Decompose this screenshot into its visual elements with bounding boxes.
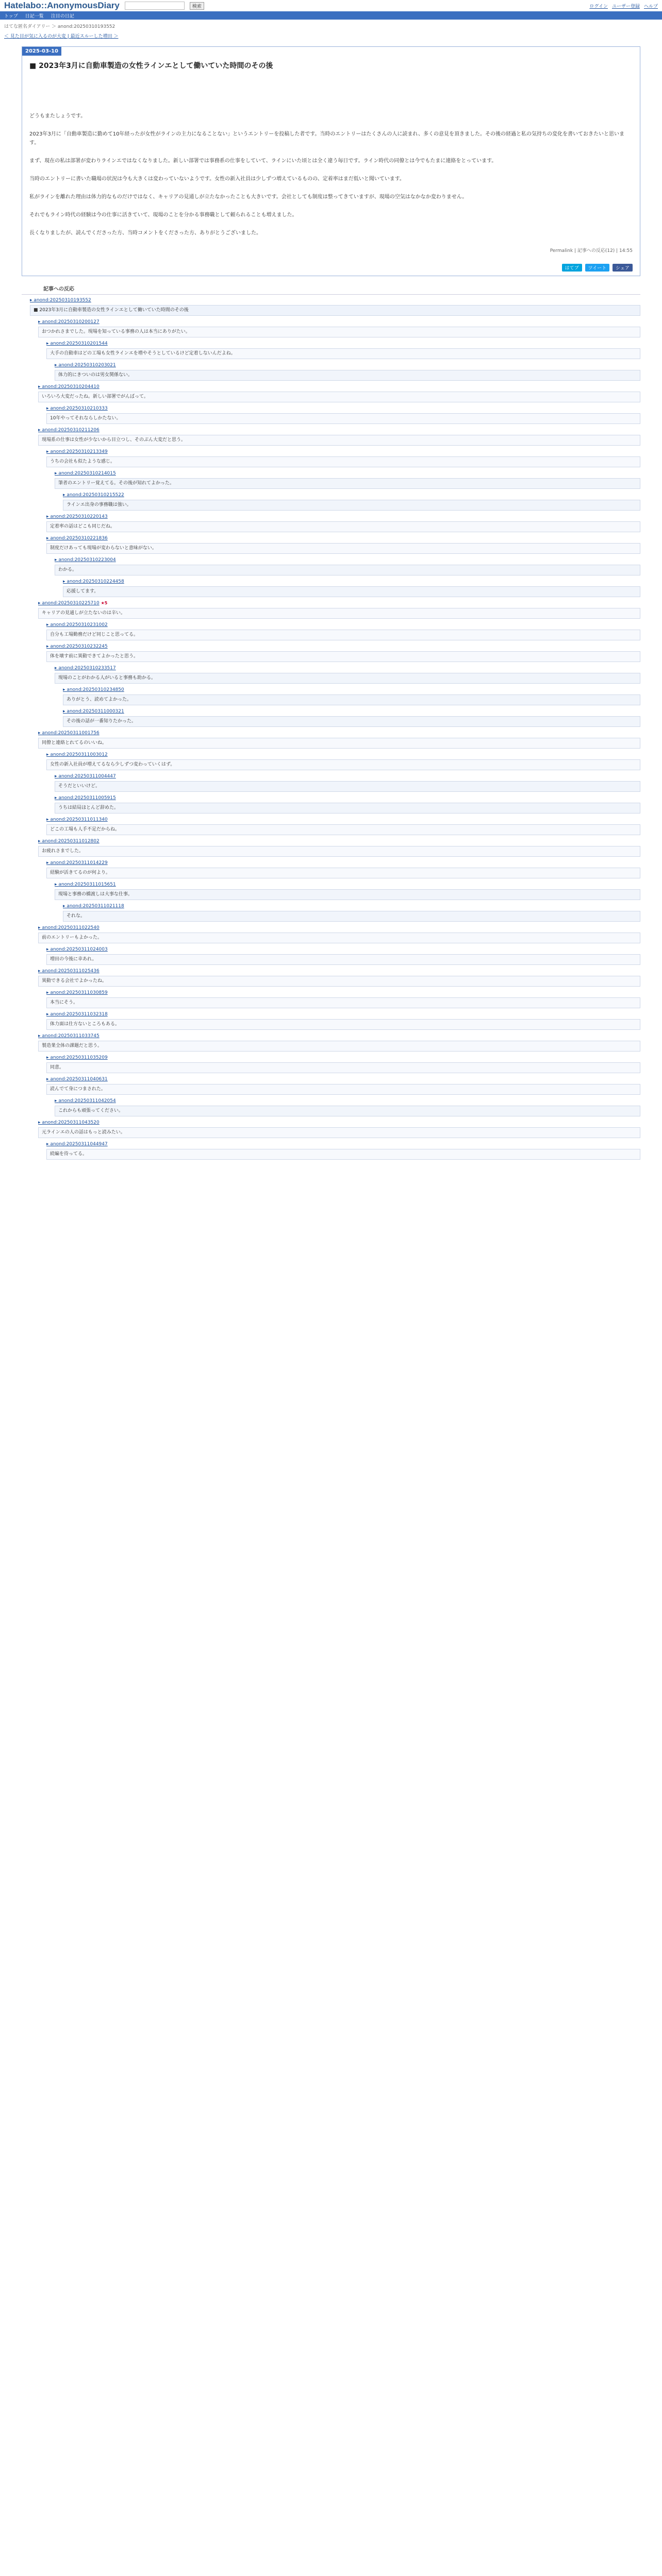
anond-link[interactable]: ▸ anond:20250310223004 xyxy=(55,557,116,563)
reply-node xyxy=(46,751,640,770)
article-meta[interactable]: Permalink | 記事への反応(12) | 14:55 xyxy=(550,248,633,253)
anond-link[interactable]: ▸ anond:20250311025436 xyxy=(38,969,100,974)
reply-body: わかる。 xyxy=(55,565,640,575)
reply-node xyxy=(46,340,640,359)
reply-node xyxy=(46,1054,640,1073)
reply-body: 定着率の話はどこも同じだね。 xyxy=(46,521,640,532)
reply-body: 現場のことがわかる人がいると事務も助かる。 xyxy=(55,673,640,684)
reply-body: 体を壊す前に異動できてよかったと思う。 xyxy=(46,651,640,662)
anond-link[interactable]: ▸ anond:20250310224458 xyxy=(63,579,124,584)
anond-link[interactable]: ▸ anond:20250310231002 xyxy=(46,622,108,628)
article-paragraph: まず、現在の私は部署が変わりラインエではなくなりました。新しい部署では事務系の仕事をしていて、ラインにいた頃とは全く違う毎日です。ライン時代の同僚とは今でもたまに連絡をとっています。 xyxy=(29,158,497,164)
anond-link[interactable]: ▸ anond:20250310234850 xyxy=(63,687,124,692)
help-link[interactable]: ヘルプ xyxy=(643,4,658,9)
reply-node xyxy=(38,1032,640,1052)
reply-body: これからも頑張ってください。 xyxy=(55,1106,640,1116)
reply-node xyxy=(55,1097,640,1116)
reply-body: 制度だけあっても現場が変わらないと意味がない。 xyxy=(46,543,640,554)
anond-link[interactable]: ▸ anond:20250311014229 xyxy=(46,860,108,866)
root-body: ■ 2023年3月に自動車製造の女性ラインエとして働いていた時間のその後 xyxy=(30,305,640,316)
reply-node xyxy=(63,492,640,511)
nav-top[interactable]: トップ xyxy=(4,13,18,19)
anond-link[interactable]: ▸ anond:20250310221836 xyxy=(46,536,108,541)
reply-node xyxy=(63,903,640,922)
reply-body: 女性の新入社員が増えてるなら少しずつ変わっていくはず。 xyxy=(46,759,640,770)
reply-body: ありがとう、読めてよかった。 xyxy=(63,694,640,705)
reply-body: おつかれさまでした。現場を知っている事務の人は本当にありがたい。 xyxy=(38,327,640,337)
anond-link[interactable]: ▸ anond:20250310201544 xyxy=(46,341,108,346)
article-title[interactable]: ■ 2023年3月に自動車製造の女性ラインエとして働いていた時間のその後 xyxy=(29,62,273,70)
article-paragraph: 私がラインを離れた理由は体力的なものだけではなく、キャリアの見通しが立たなかったことも大きいです。会社としても制度は整ってきていますが、現場の空気はなかなか変わりません。 xyxy=(29,194,468,200)
reply-node xyxy=(55,794,640,814)
article-paragraphs xyxy=(29,112,633,238)
reply-body: 続編を待ってる。 xyxy=(46,1149,640,1160)
anond-link[interactable]: ▸ anond:20250311044947 xyxy=(46,1142,108,1147)
reply-body: 現場と事務の橋渡しは大事な仕事。 xyxy=(55,889,640,900)
breadcrumb[interactable]: はてな匿名ダイアリー ＞ anond:20250310193552 xyxy=(4,24,115,29)
article-body xyxy=(22,56,640,262)
anond-link[interactable]: ▸ anond:20250311032318 xyxy=(46,1012,108,1017)
reply-node xyxy=(38,600,640,619)
reply-body: 体力面は仕方ないところもある。 xyxy=(46,1019,640,1030)
anond-link[interactable]: ▸ anond:20250311021118 xyxy=(63,904,124,909)
anond-link[interactable]: ▸ anond:20250311015651 xyxy=(55,882,116,887)
reply-node xyxy=(38,730,640,749)
reply-body: 10年やってそれならしかたない。 xyxy=(46,413,640,424)
anond-link[interactable]: ▸ anond:20250311035209 xyxy=(46,1055,108,1060)
reply-body: 同意。 xyxy=(46,1062,640,1073)
mentions-tree xyxy=(0,295,662,1160)
anond-link[interactable]: ▸ anond:20250310232245 xyxy=(46,644,108,649)
reply-node xyxy=(55,881,640,900)
reply-node xyxy=(46,448,640,467)
reply-node xyxy=(46,946,640,965)
anond-link[interactable]: ▸ anond:20250311030859 xyxy=(46,990,108,995)
reply-body: うちの会社も似たような感じ。 xyxy=(46,456,640,467)
anond-link[interactable]: ▸ anond:20250311040631 xyxy=(46,1077,108,1082)
reply-node xyxy=(38,427,640,446)
anond-link[interactable]: ▸ anond:20250311003012 xyxy=(46,752,108,757)
reply-node xyxy=(46,405,640,424)
anond-link[interactable]: ▸ anond:20250310203021 xyxy=(55,363,116,368)
reply-node xyxy=(46,513,640,532)
article-date: 2025-03-10 xyxy=(22,47,61,56)
reply-node xyxy=(63,686,640,705)
reply-node xyxy=(38,383,640,402)
anond-link[interactable]: ▸ anond:20250310220143 xyxy=(46,514,108,519)
reply-body: 増田の今後に幸あれ。 xyxy=(46,954,640,965)
article-box xyxy=(22,46,640,276)
reply-list xyxy=(30,318,640,1160)
anond-link[interactable]: ▸ anond:20250310213349 xyxy=(46,449,108,454)
prev-next-link[interactable]: ＜ 見た目が気に入るのが大変 | 最近スルーした増田 ＞ xyxy=(4,34,119,39)
reply-body: 経験が活きてるのが何より。 xyxy=(46,868,640,878)
reply-node xyxy=(46,643,640,662)
reply-node xyxy=(38,924,640,943)
reply-body: 大手の自動車はどの工場も女性ラインエを増やそうとしているけど定着しないんだよね。 xyxy=(46,348,640,359)
anond-link[interactable]: ▸ anond:20250311042054 xyxy=(55,1098,116,1104)
nav-featured[interactable]: 注目の日記 xyxy=(51,13,74,19)
reply-body: 本当にそう。 xyxy=(46,997,640,1008)
root-node xyxy=(30,297,640,316)
article-paragraph: 当時のエントリーに書いた職場の状況は今も大きくは変わっていないようです。女性の新入社員は少しずつ増えているものの、定着率はまだ低いと聞いています。 xyxy=(29,176,405,182)
site-header xyxy=(0,0,662,11)
reply-node xyxy=(46,816,640,835)
share-button[interactable]: シェア xyxy=(613,264,633,272)
anond-link[interactable]: ▸ anond:20250311043520 xyxy=(38,1120,100,1125)
anond-link[interactable]: ▸ anond:20250311004447 xyxy=(55,774,116,779)
anond-link[interactable]: ▸ anond:20250311024003 xyxy=(46,947,108,952)
register-link[interactable]: ユーザー登録 xyxy=(611,4,640,9)
reply-node xyxy=(55,773,640,792)
reply-node xyxy=(63,708,640,727)
reply-body: 読んでて身につまされた。 xyxy=(46,1084,640,1095)
star-count[interactable]: ★5 xyxy=(101,601,108,605)
reply-node xyxy=(46,621,640,640)
hatebu-button[interactable]: はてブ xyxy=(562,264,582,272)
site-logo[interactable]: Hatelabo::AnonymousDiary xyxy=(4,1,120,10)
reply-node xyxy=(46,1141,640,1160)
reply-body: 製造業全体の課題だと思う。 xyxy=(38,1041,640,1052)
reply-node xyxy=(38,838,640,857)
reply-body: 応援してます。 xyxy=(63,586,640,597)
reply-body: それな。 xyxy=(63,911,640,922)
reply-body: うちは結局ほとんど辞めた。 xyxy=(55,803,640,814)
reply-body: その後の話が一番知りたかった。 xyxy=(63,716,640,727)
article-paragraph: 長くなりましたが、読んでくださった方、当時コメントをくださった方、ありがとうございました。 xyxy=(29,230,261,236)
nav-bar xyxy=(0,11,662,20)
reply-body: 体力的にきついのは男女関係ない。 xyxy=(55,370,640,381)
anond-link[interactable]: ▸ anond:20250310204410 xyxy=(38,384,100,389)
article-paragraph: どうもまたしょうです。 xyxy=(29,113,86,119)
reply-body: いろいろ大変だったね。新しい部署でがんばって。 xyxy=(38,392,640,402)
prev-next-links xyxy=(0,32,662,42)
anond-link[interactable]: ▸ anond:20250310233517 xyxy=(55,666,116,671)
reply-body: お疲れさまでした。 xyxy=(38,846,640,857)
reply-body: 現場系の仕事は女性が少ないから目立つし、そのぶん大変だと思う。 xyxy=(38,435,640,446)
anond-link[interactable]: ▸ anond:20250311005915 xyxy=(55,795,116,801)
reply-body: 前のエントリーもよかった。 xyxy=(38,933,640,943)
reply-node xyxy=(38,1119,640,1138)
reply-node xyxy=(55,470,640,489)
header-links xyxy=(589,3,658,9)
reply-node xyxy=(46,989,640,1008)
reply-node xyxy=(55,556,640,575)
anond-link[interactable]: ▸ anond:20250311011340 xyxy=(46,817,108,822)
login-link[interactable]: ログイン xyxy=(589,4,608,9)
reply-node xyxy=(46,535,640,554)
reply-body: 同僚と連絡とれてるのいいね。 xyxy=(38,738,640,749)
reply-node xyxy=(38,318,640,337)
anond-link[interactable]: ▸ anond:20250310225710 xyxy=(38,601,100,606)
anond-link[interactable]: ▸ anond:20250311033745 xyxy=(38,1033,100,1039)
tweet-button[interactable]: ツイート xyxy=(585,264,610,272)
reply-node xyxy=(63,578,640,597)
root-anond-link[interactable]: ▸ anond:20250310193552 xyxy=(30,298,91,303)
anond-link[interactable]: ▸ anond:20250310211206 xyxy=(38,428,100,433)
reply-body: そうだといいけど。 xyxy=(55,781,640,792)
reply-node xyxy=(55,362,640,381)
reply-body: 筆者のエントリー覚えてる。その後が知れてよかった。 xyxy=(55,478,640,489)
anond-link[interactable]: ▸ anond:20250311012802 xyxy=(38,839,100,844)
anond-link[interactable]: ▸ anond:20250311022540 xyxy=(38,925,100,930)
reply-body: 元ラインエの人の話はもっと読みたい。 xyxy=(38,1127,640,1138)
reply-body: どこの工場も人手不足だからね。 xyxy=(46,824,640,835)
article-paragraph: 2023年3月に「自動車製造に勤めて10年経ったが女性がラインの主力になることない」というエントリーを投稿した者です。当時のエントリーはたくさんの人に読まれ、多くの意見を頂きました。その後の経過と私の気持ちの変化を書いておきたいと思います。 xyxy=(29,131,625,146)
reply-node xyxy=(38,968,640,987)
mentions-title: 記事への反応 xyxy=(22,276,640,295)
reply-node xyxy=(46,859,640,878)
nav-list[interactable]: 日記一覧 xyxy=(25,13,44,19)
share-buttons xyxy=(22,262,640,276)
anond-link[interactable]: ▸ anond:20250310214015 xyxy=(55,471,116,476)
anond-link[interactable]: ▸ anond:20250310210333 xyxy=(46,406,108,411)
reply-body: 自分も工場勤務だけど同じこと思ってる。 xyxy=(46,630,640,640)
reply-node xyxy=(46,1011,640,1030)
reply-body: 異動できる会社でよかったね。 xyxy=(38,976,640,987)
reply-node xyxy=(46,1076,640,1095)
article-paragraph: それでもライン時代の経験は今の仕事に活きていて、現場のことを分かる事務職として頼られることも増えました。 xyxy=(29,212,297,218)
reply-body: ラインエ出身の事務職は強い。 xyxy=(63,500,640,511)
anond-link[interactable]: ▸ anond:20250311001756 xyxy=(38,731,100,736)
anond-link[interactable]: ▸ anond:20250311000321 xyxy=(63,709,124,714)
anond-link[interactable]: ▸ anond:20250310200127 xyxy=(38,319,100,325)
search-input[interactable] xyxy=(125,2,185,10)
search-button[interactable]: 検索 xyxy=(190,2,204,10)
reply-node xyxy=(55,665,640,684)
anond-link[interactable]: ▸ anond:20250310215522 xyxy=(63,493,124,498)
reply-body: キャリアの見通しが立たないのは辛い。 xyxy=(38,608,640,619)
